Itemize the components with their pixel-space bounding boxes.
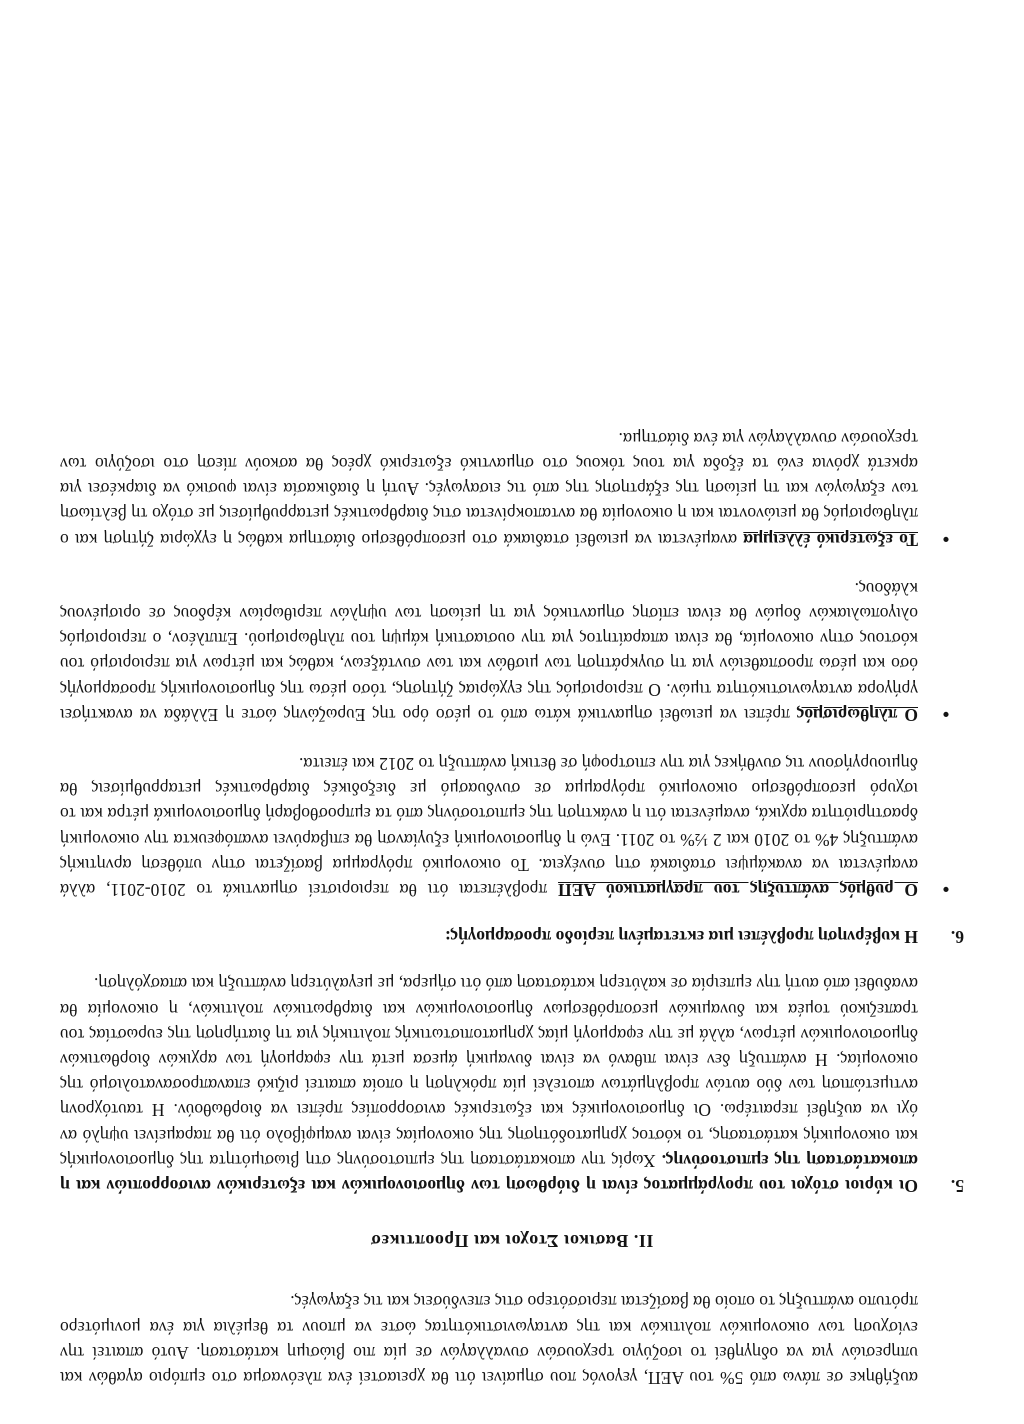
bullet-icon: ● [942,707,950,722]
item-5-text [60,971,918,1198]
document-body [60,402,964,1391]
bullet-text: πρέπει να μειωθεί σημαντικά κάτω από το μέσο όρο της Ευρωζώνης ώστε η Ελλάδα να ανακτήσει γρήγορα ανταγωνιστικότητα τιμών. Ο περιορισμός της εγχώριας ζήτησης, τόσο μέσω της δημοσιονομικής προσαρμογής όσο και μέσω προσπαθειών για τη συγκράτηση των μισθών και των συντάξεων, καθώς και μέτρων για περιορισμό του κόστους στην οικονομία, θα είναι απαραίτητος για την ουσιαστική κάμψη του πληθωρισμού. Επιπλέον, ο περιορισμός ολιγοπωλιακών δομών θα είναι επίσης σημαντικός για τη μείωση των υψηλών περιθωρίων κέρδους σε ορισμένους κλάδους. [60,578,918,725]
item-number: 6. [950,927,964,948]
list-item [60,576,950,727]
bullet-text: αναμένεται να μειωθεί σταδιακά στο μεσοπρόθεσμο διάστημα καθώς η εγχώρια ζήτηση και ο πληθωρισμός θα μειώνονται και η οικονομία θα ανταποκρίνεται στις διαρθρωτικές μεταρρυθμίσεις με στόχο τη βελτίωση των εξαγωγών και τη μείωση της εξάρτησης της από τις εισαγωγές. Αυτή η διαδικασία είναι φυσικό να διαρκέσει για αρκετά χρόνια ενώ τα έξοδα για τους τόκους στο σημαντικό εξωτερικό χρέος θα ασκούν πίεση στο ισοζύγιο των τρεχουσών συναλλαγών για ένα διάστημα. [60,428,918,550]
bullet-text: προβλέπεται ότι θα περιοριστεί σημαντικά το 2010-2011, αλλά αναμένεται να ανακάμψει σταδιακά στη συνέχεια. Το οικονομικό πρόγραμμα βασίζεται στην υπόθεση αρνητικής ανάπτυξης 4% το 2010 και 2 ½% το 2011. Ενώ η δημοσιονομική εξυγίανση θα επιβαρύνει αναπόφευκτα την οικονομική δραστηριότητα αρχικά, αναμένεται ότι η ανάκτηση της εμπιστοσύνης από τα εμπροσθοβαρή δημοσιονομικά μέτρα και το ισχυρό μεσοπρόθεσμο οικονομικό πρόγραμμα σε συνδυασμό με διεξοδικές διαρθρωτικές μεταρρυθμίσεις θα δημιουργήσουν τις συνθήκες για την επιστροφή σε θετική ανάπτυξη το 2012 και έπειτα. [59,753,918,900]
list-item [59,751,950,902]
bullet-lead: Ο ρυθμός ανάπτυξης του πραγματικού ΑΕΠ [558,879,918,900]
bullet-icon: ● [942,532,950,547]
numbered-item-6 [60,924,964,949]
intro-paragraph: αυξήθηκε σε πάνω από 5% του ΑΕΠ, γεγονός που σημαίνει ότι θα χρειαστεί ένα πλεόνασμα στο εμπόριο αγαθών και υπηρεσιών για να οδηγηθεί το ισοζύγιο τρεχουσών συναλλαγών σε μία πιο βιώσιμη κατάσταση. Αυτό απαιτεί την ενίσχυση των οικονομικών πολιτικών και της ανταγωνιστικότητας ώστε να μπουν τα θεμέλια για ένα μονιμότερο πρότυπο ανάπτυξης το οποίο θα βασίζεται περισσότερο στις επενδύσεις και τις εξαγωγές. [60,1292,918,1388]
bullet-icon: ● [942,882,950,897]
numbered-item-5 [60,971,964,1198]
section-heading: II. Βασικοι Στοχοι και Προοπτικεσ [370,1231,654,1252]
bullet-lead: Ο πληθωρισμός [796,704,918,725]
item-number: 5. [950,1175,964,1196]
item-5-lead: Οι κύριοι στόχοι του προγράμματος είναι η διόρθωση των δημοσιονομικών και εξωτερικών ανισορροπιών και η αποκατάσταση της εμπιστοσύνης. [60,1150,918,1196]
list-item [60,426,950,552]
bullet-lead: Το εξωτερικό έλλειμμα [743,529,918,550]
item-6-title: Η κυβέρνηση προβλέπει μια εκτεταμένη περίοδο προσαρμογής: [444,927,918,948]
bullet-list [59,426,950,902]
item-5-body: Χωρίς την αποκατάσταση της εμπιστοσύνης στη βιωσιμότητα της δημοσιονομικής και οικονομικής κατάστασης, το κόστος χρηματοδότησης της οικονομίας είναι αναμφίβολο ότι θα παραμείνει υψηλό αν όχι να αυξηθεί περαιτέρω. Οι δημοσιονομικές και εξωτερικές ανισορροπίες πρέπει να διορθωθούν. Η ταυτόχρονη αντιμετώπιση των δύο αυτών προβλημάτων αποτελεί μία πρόκληση η οποία απαιτεί ριζικό επαναπροσανατολισμό της οικονομίας. Η ανάπτυξη δεν είναι πιθανό να είναι δυναμική άμεσα μετά την εφαρμογή των αρχικών διορθωτικών δημοσιονομικών μέτρων, αλλά με την εφαρμογή μίας χρηματοπιστωτικής πολιτικής για τη διατήρηση της ευρωστίας του τραπεζικού τομέα και δυναμικών μεσοπρόθεσμων δημοσιονομικών και διαρθρωτικών πολιτικών, η οικονομία θα αναδυθεί από αυτή την εμπειρία σε καλύτερη κατάσταση από ότι σήμερα, με μεγαλύτερη ανάπτυξη και απασχόληση. [60,974,918,1171]
